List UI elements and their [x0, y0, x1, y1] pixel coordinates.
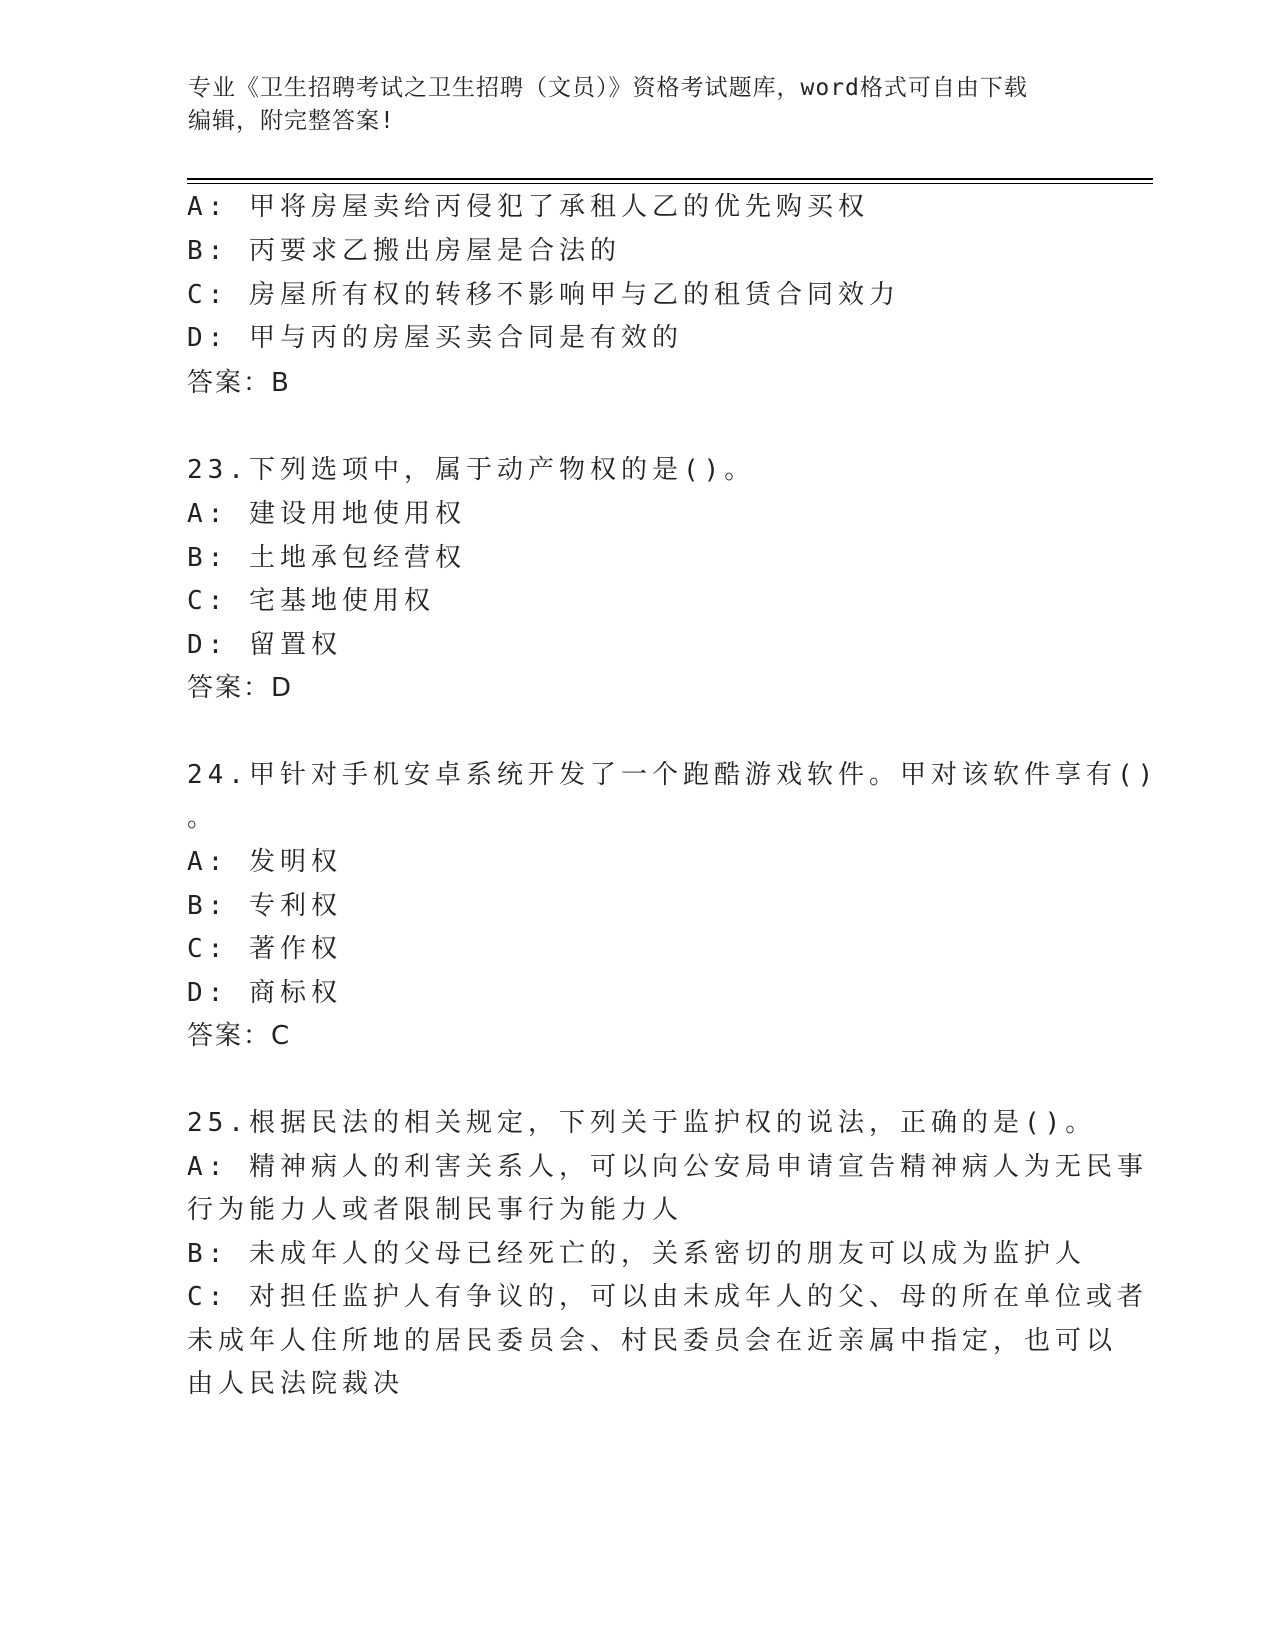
q24-option-c: C: 著作权 — [187, 934, 342, 964]
header-line-2: 编辑，附完整答案! — [188, 108, 395, 134]
q23-option-c: C: 宅基地使用权 — [187, 586, 435, 616]
q23-option-a: A: 建设用地使用权 — [187, 499, 466, 529]
q25-option-c-line-1: C: 对担任监护人有争议的，可以由未成年人的父、母的所在单位或者 — [187, 1282, 1148, 1312]
q24-question-line-2: 。 — [187, 803, 219, 833]
q23-option-d: D: 留置权 — [187, 630, 342, 660]
q22-option-c: C: 房屋所有权的转移不影响甲与乙的租赁合同效力 — [187, 280, 900, 310]
q25-option-a-line-1: A: 精神病人的利害关系人，可以向公安局申请宣告精神病人为无民事 — [187, 1152, 1148, 1182]
q22-answer: 答案：B — [187, 368, 291, 398]
header-divider-thin — [187, 183, 1153, 184]
q24-question-line-1: 24.甲针对手机安卓系统开发了一个跑酷游戏软件。甲对该软件享有() — [187, 760, 1159, 790]
q22-option-a: A: 甲将房屋卖给丙侵犯了承租人乙的优先购买权 — [187, 192, 869, 222]
q25-option-c-line-2: 未成年人住所地的居民委员会、村民委员会在近亲属中指定，也可以 — [187, 1326, 1118, 1356]
q23-option-b: B: 土地承包经营权 — [187, 543, 466, 573]
q24-option-a: A: 发明权 — [187, 847, 342, 877]
header-line-1: 专业《卫生招聘考试之卫生招聘（文员）》资格考试题库，word格式可自由下载 — [188, 75, 1028, 101]
q22-option-d: D: 甲与丙的房屋买卖合同是有效的 — [187, 323, 683, 353]
q25-option-c-line-3: 由人民法院裁决 — [187, 1369, 405, 1399]
q25-question: 25.根据民法的相关规定，下列关于监护权的说法，正确的是()。 — [187, 1108, 1097, 1138]
q24-option-b: B: 专利权 — [187, 891, 342, 921]
header-divider-thick — [187, 178, 1153, 180]
q24-answer: 答案：C — [187, 1021, 292, 1051]
q23-answer: 答案：D — [187, 673, 294, 703]
document-header — [188, 72, 1068, 138]
q25-option-a-line-2: 行为能力人或者限制民事行为能力人 — [187, 1195, 684, 1225]
q25-option-b: B: 未成年人的父母已经死亡的，关系密切的朋友可以成为监护人 — [187, 1239, 1086, 1269]
q24-option-d: D: 商标权 — [187, 978, 342, 1008]
q22-option-b: B: 丙要求乙搬出房屋是合法的 — [187, 236, 621, 266]
q23-question: 23.下列选项中，属于动产物权的是()。 — [187, 455, 756, 485]
